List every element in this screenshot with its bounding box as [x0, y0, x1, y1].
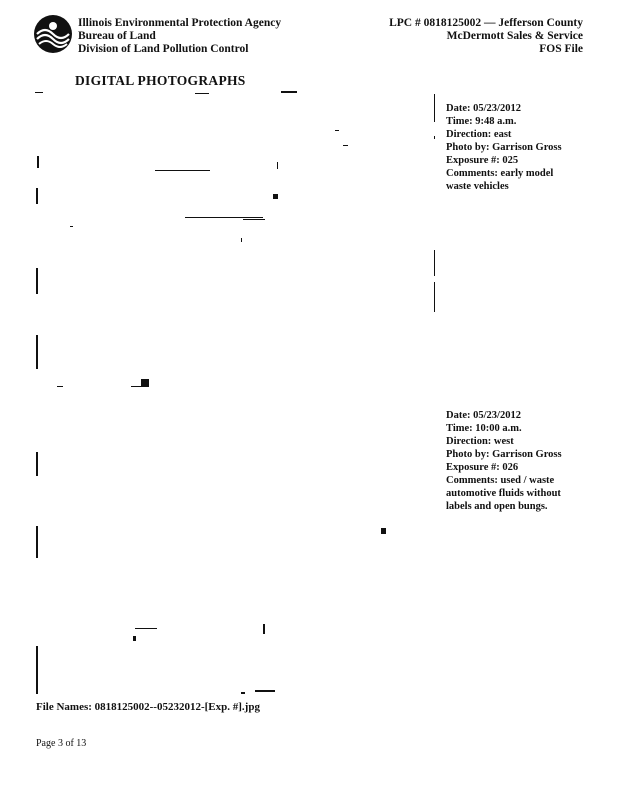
photo-1 [35, 90, 435, 390]
photo-2-comments-cont-1: automotive fluids without [446, 488, 561, 499]
agency-logo [33, 14, 73, 54]
file-type: FOS File [539, 43, 583, 55]
photo-2-photographer: Photo by: Garrison Gross [446, 449, 562, 460]
photo-1-edge [434, 94, 435, 122]
photo-2-comments-cont-2: labels and open bungs. [446, 501, 548, 512]
section-title: DIGITAL PHOTOGRAPHS [75, 73, 246, 88]
site-name: McDermott Sales & Service [446, 30, 583, 42]
division-name: Division of Land Pollution Control [78, 43, 249, 55]
photo-1-photographer: Photo by: Garrison Gross [446, 142, 562, 153]
photo-1-comments: Comments: early model [446, 168, 554, 179]
photo-2-direction: Direction: west [446, 436, 514, 447]
photo-2-comments: Comments: used / waste [446, 475, 555, 486]
page-number: Page 3 of 13 [36, 738, 87, 749]
photo-2-details [446, 409, 562, 513]
photo-2 [35, 400, 435, 700]
photo-1-time: Time: 9:48 a.m. [446, 116, 517, 127]
bureau-name: Bureau of Land [78, 30, 156, 42]
file-names: File Names: 0818125002--05232012-[Exp. #].jpg [36, 701, 260, 713]
photo-1-exposure: Exposure #: 025 [446, 155, 519, 166]
agency-header [78, 17, 281, 56]
photo-2-exposure: Exposure #: 026 [446, 462, 519, 473]
photo-1-details [446, 102, 562, 193]
site-header [389, 17, 583, 56]
photo-1-comments-cont: waste vehicles [446, 181, 509, 192]
photo-2-time: Time: 10:00 a.m. [446, 423, 522, 434]
photo-1-direction: Direction: east [446, 129, 512, 140]
lpc-number: LPC # 0818125002 — Jefferson County [389, 17, 583, 29]
photo-1-date: Date: 05/23/2012 [446, 103, 521, 114]
photo-2-date: Date: 05/23/2012 [446, 410, 521, 421]
agency-name: Illinois Environmental Protection Agency [78, 17, 282, 29]
